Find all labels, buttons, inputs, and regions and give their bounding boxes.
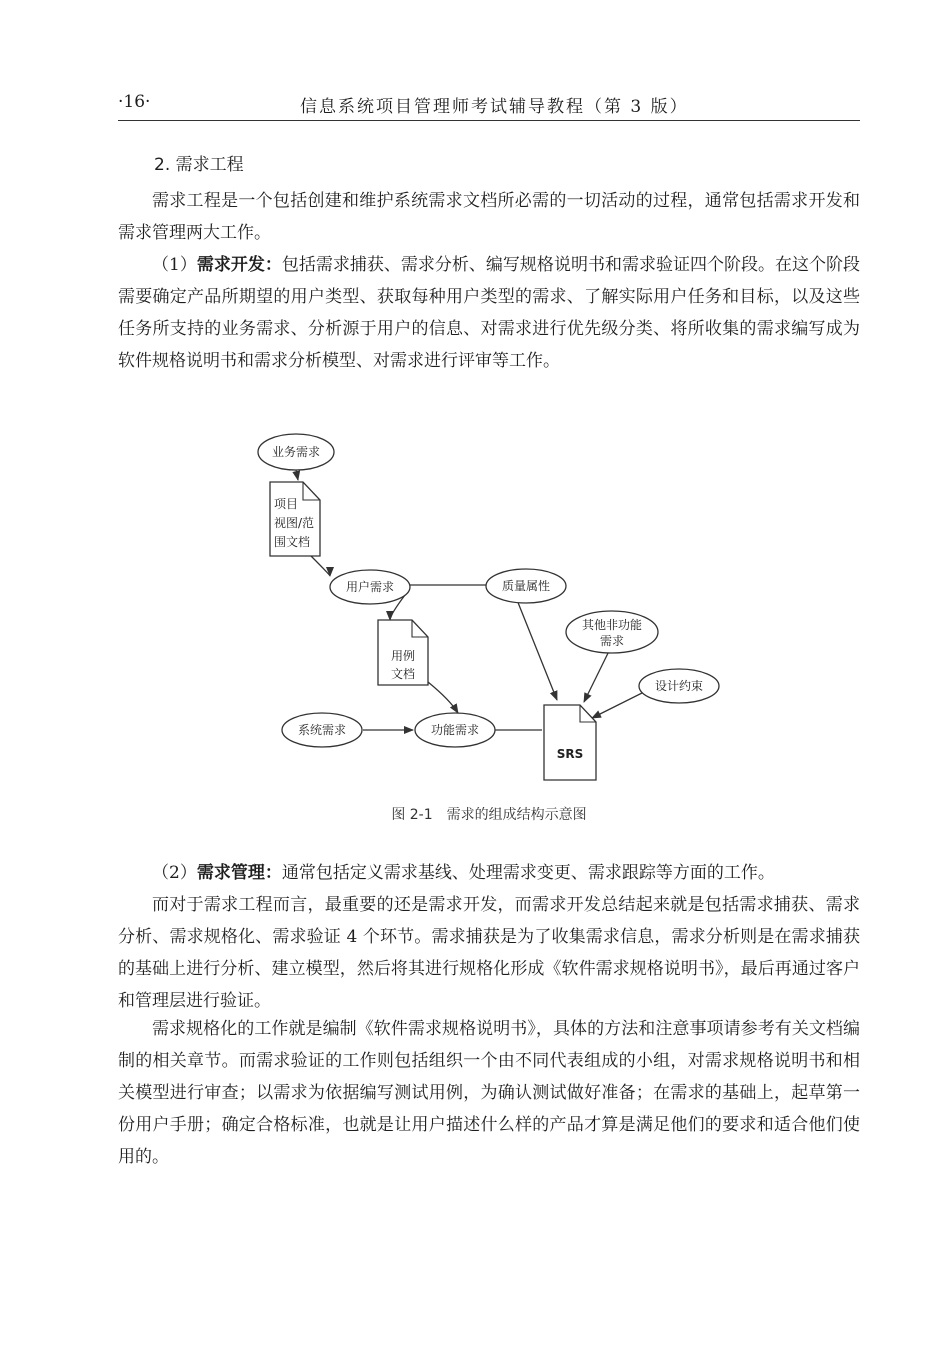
node-label: 文档 xyxy=(390,667,416,681)
node-functional-requirements xyxy=(415,713,495,747)
intro-paragraph: 需求工程是一个包括创建和维护系统需求文档所必需的一切活动的过程，通常包括需求开发和需求管理两大工作。 xyxy=(118,191,860,243)
node-label: 设计约束 xyxy=(654,679,704,693)
paragraph-text: 通常包括定义需求基线、处理需求变更、需求跟踪等方面的工作。 xyxy=(281,863,775,883)
page-header xyxy=(118,92,860,121)
item-number: （2） xyxy=(152,863,197,883)
node-label: 需求 xyxy=(599,634,625,648)
node-srs-document xyxy=(544,705,596,780)
arrow-usecase-to-functional xyxy=(428,682,458,713)
node-label: 围文档 xyxy=(274,535,311,549)
page-number: ·16· xyxy=(118,92,151,112)
node-label: 用户需求 xyxy=(345,580,395,594)
requirements-structure-diagram xyxy=(250,420,730,790)
node-other-nonfunctional xyxy=(566,611,658,653)
node-system-requirements xyxy=(282,713,362,747)
node-user-requirements xyxy=(330,570,410,604)
node-design-constraints xyxy=(639,669,719,703)
arrow-vision-to-user xyxy=(310,555,330,576)
item-number: （1） xyxy=(152,255,197,275)
requirements-management-paragraph xyxy=(118,857,860,889)
node-label: 视图/范 xyxy=(274,516,315,530)
arrow-design-to-srs xyxy=(592,690,648,718)
node-quality-attributes xyxy=(486,569,566,603)
node-label: 其他非功能 xyxy=(581,618,643,632)
node-label: 质量属性 xyxy=(501,579,551,593)
node-business-requirements xyxy=(258,434,334,470)
node-label: 用例 xyxy=(390,649,416,663)
node-label: SRS xyxy=(556,747,584,761)
node-label: 系统需求 xyxy=(297,723,347,737)
node-label: 业务需求 xyxy=(271,445,321,459)
requirements-development-paragraph xyxy=(118,249,860,377)
section-title: 2. 需求工程 xyxy=(154,155,244,175)
book-title: 信息系统项目管理师考试辅导教程（第 3 版） xyxy=(300,97,689,117)
node-label: 功能需求 xyxy=(430,723,480,737)
body-paragraph-4: 需求规格化的工作就是编制《软件需求规格说明书》，具体的方法和注意事项请参考有关文档编制的相关章节。而需求验证的工作则包括组织一个由不同代表组成的小组，对需求规格说明书和相关模型进行审查；以需求为依据编写测试用例，为确认测试做好准备；在需求的基础上，起草第一份用户手册；确定合格标准，也就是让用户描述什么样的产品才算是满足他们的要求和适合他们使用的。 xyxy=(118,1019,860,1167)
bold-term: 需求开发： xyxy=(196,255,282,275)
node-vision-scope-document xyxy=(270,482,320,556)
paragraph-text: 包括需求捕获、需求分析、编写规格说明书和需求验证四个阶段。在这个阶段需要确定产品所期望的用户类型、获取每种用户类型的需求、了解实际用户任务和目标，以及这些任务所支持的业务需求、分析源于用户的信息、对需求进行优先级分类、将所收集的需求编写成为软件规格说明书和需求分析模型、对需求进行评审等工作。 xyxy=(118,255,861,371)
arrow-business-to-vision xyxy=(296,470,298,480)
body-paragraph-3: 而对于需求工程而言，最重要的还是需求开发，而需求开发总结起来就是包括需求捕获、需求分析、需求规格化、需求验证 4 个环节。需求捕获是为了收集需求信息，需求分析则是在需求捕获的基础上进行分析、建立模型，然后将其进行规格化形成《软件需求规格说明书》，最后再通过客户和管理层进行验证。 xyxy=(118,895,860,1011)
node-label: 项目 xyxy=(274,497,299,511)
figure-caption: 图 2-1 需求的组成结构示意图 xyxy=(391,807,587,823)
node-usecase-document xyxy=(378,620,428,685)
arrow-quality-to-srs xyxy=(517,600,557,700)
bold-term: 需求管理： xyxy=(196,863,282,883)
